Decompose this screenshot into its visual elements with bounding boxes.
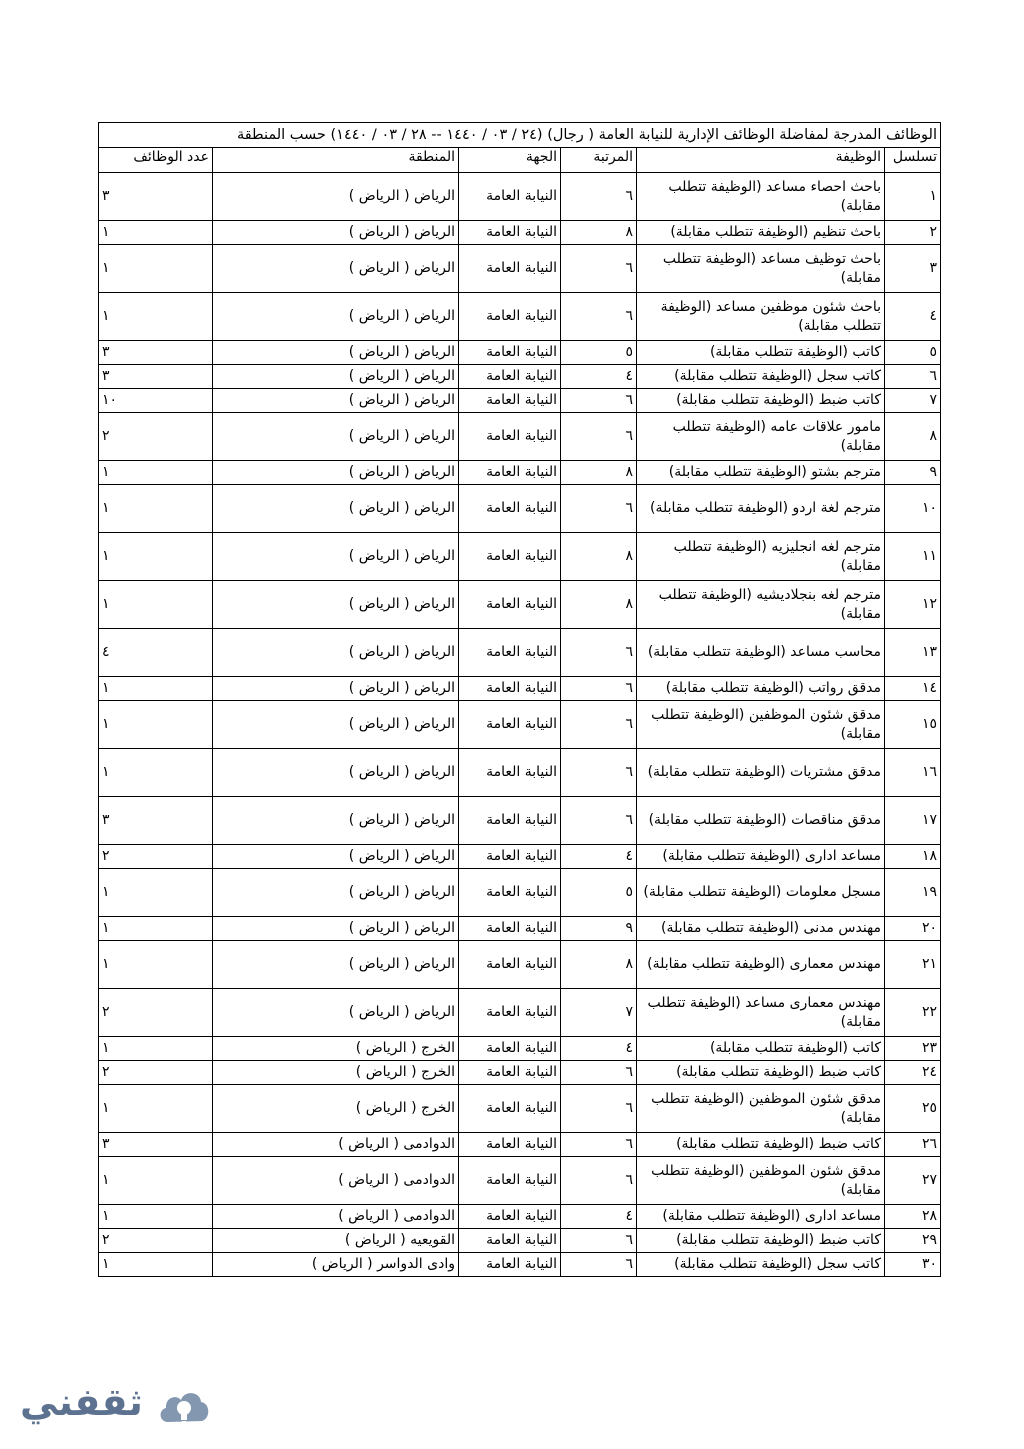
- cell-dept: النيابة العامة: [459, 1133, 561, 1157]
- cell-title: مدقق مناقصات (الوظيفة تتطلب مقابلة): [637, 797, 885, 845]
- cell-title: مدقق مشتريات (الوظيفة تتطلب مقابلة): [637, 749, 885, 797]
- cell-count: ١: [99, 293, 213, 341]
- table-row: [99, 533, 941, 581]
- cell-dept: النيابة العامة: [459, 797, 561, 845]
- cell-seq: ٢٩: [885, 1229, 941, 1253]
- cell-title: مساعد ادارى (الوظيفة تتطلب مقابلة): [637, 1205, 885, 1229]
- cell-title: مترجم بشتو (الوظيفة تتطلب مقابلة): [637, 461, 885, 485]
- cell-grade: ٤: [561, 845, 637, 869]
- cell-count: ١: [99, 677, 213, 701]
- cell-region: الدوادمى ( الرياض ): [213, 1157, 459, 1205]
- cell-region: الرياض ( الرياض ): [213, 701, 459, 749]
- cell-title: مدقق شئون الموظفين (الوظيفة تتطلب مقابلة): [637, 1157, 885, 1205]
- cell-count: ١: [99, 917, 213, 941]
- cell-count: ٣: [99, 1133, 213, 1157]
- cell-count: ٢: [99, 845, 213, 869]
- cell-region: الرياض ( الرياض ): [213, 293, 459, 341]
- cell-count: ١: [99, 701, 213, 749]
- cell-dept: النيابة العامة: [459, 581, 561, 629]
- cell-region: الرياض ( الرياض ): [213, 797, 459, 845]
- cell-region: الرياض ( الرياض ): [213, 677, 459, 701]
- cell-grade: ٦: [561, 701, 637, 749]
- cell-region: الرياض ( الرياض ): [213, 365, 459, 389]
- cell-count: ١: [99, 1253, 213, 1277]
- cell-grade: ٨: [561, 533, 637, 581]
- cell-count: ١: [99, 221, 213, 245]
- table-row: [99, 581, 941, 629]
- cell-region: الرياض ( الرياض ): [213, 749, 459, 797]
- cell-title: باحث توظيف مساعد (الوظيفة تتطلب مقابلة): [637, 245, 885, 293]
- lightbulb-cloud-icon: [156, 1382, 212, 1434]
- cell-region: الرياض ( الرياض ): [213, 413, 459, 461]
- cell-count: ١: [99, 485, 213, 533]
- cell-title: مدقق شئون الموظفين (الوظيفة تتطلب مقابلة): [637, 701, 885, 749]
- cell-seq: ١٢: [885, 581, 941, 629]
- table-row: [99, 245, 941, 293]
- cell-seq: ٥: [885, 341, 941, 365]
- cell-title: باحث احصاء مساعد (الوظيفة تتطلب مقابلة): [637, 173, 885, 221]
- cell-seq: ١١: [885, 533, 941, 581]
- cell-seq: ٢: [885, 221, 941, 245]
- cell-region: الرياض ( الرياض ): [213, 989, 459, 1037]
- table-row: [99, 1061, 941, 1085]
- cell-count: ٢: [99, 1061, 213, 1085]
- cell-region: الخرج ( الرياض ): [213, 1061, 459, 1085]
- cell-dept: النيابة العامة: [459, 1085, 561, 1133]
- document-title: الوظائف المدرجة لمفاضلة الوظائف الإدارية للنيابة العامة ( رجال) (٢٤ / ٠٣ / ١٤٤٠ -- ٢٨ / ٠٣ / ١٤٤٠) حسب المنطقة: [99, 123, 941, 148]
- cell-grade: ٩: [561, 917, 637, 941]
- cell-seq: ٢٦: [885, 1133, 941, 1157]
- cell-dept: النيابة العامة: [459, 869, 561, 917]
- cell-title: كاتب (الوظيفة تتطلب مقابلة): [637, 1037, 885, 1061]
- table-row: [99, 677, 941, 701]
- cell-region: الرياض ( الرياض ): [213, 485, 459, 533]
- cell-count: ٣: [99, 797, 213, 845]
- cell-grade: ٦: [561, 629, 637, 677]
- table-row: [99, 701, 941, 749]
- cell-title: كاتب ضبط (الوظيفة تتطلب مقابلة): [637, 1229, 885, 1253]
- cell-region: الرياض ( الرياض ): [213, 389, 459, 413]
- table-row: [99, 221, 941, 245]
- cell-seq: ٢٣: [885, 1037, 941, 1061]
- cell-dept: النيابة العامة: [459, 1157, 561, 1205]
- cell-title: مهندس معمارى (الوظيفة تتطلب مقابلة): [637, 941, 885, 989]
- cell-seq: ٣: [885, 245, 941, 293]
- cell-dept: النيابة العامة: [459, 1061, 561, 1085]
- cell-count: ٣: [99, 341, 213, 365]
- cell-region: الرياض ( الرياض ): [213, 869, 459, 917]
- cell-dept: النيابة العامة: [459, 365, 561, 389]
- cell-seq: ٢٧: [885, 1157, 941, 1205]
- cell-title: باحث تنظيم (الوظيفة تتطلب مقابلة): [637, 221, 885, 245]
- table-row: [99, 989, 941, 1037]
- cell-title: كاتب (الوظيفة تتطلب مقابلة): [637, 341, 885, 365]
- table-row: [99, 797, 941, 845]
- cell-dept: النيابة العامة: [459, 245, 561, 293]
- cell-seq: ٣٠: [885, 1253, 941, 1277]
- cell-title: كاتب ضبط (الوظيفة تتطلب مقابلة): [637, 1061, 885, 1085]
- cell-grade: ٦: [561, 797, 637, 845]
- cell-grade: ٤: [561, 1205, 637, 1229]
- cell-dept: النيابة العامة: [459, 1205, 561, 1229]
- cell-dept: النيابة العامة: [459, 677, 561, 701]
- cell-grade: ٦: [561, 1061, 637, 1085]
- cell-dept: النيابة العامة: [459, 701, 561, 749]
- cell-dept: النيابة العامة: [459, 749, 561, 797]
- cell-region: الرياض ( الرياض ): [213, 917, 459, 941]
- cell-grade: ٨: [561, 461, 637, 485]
- cell-grade: ٤: [561, 1037, 637, 1061]
- cell-grade: ٤: [561, 365, 637, 389]
- cell-dept: النيابة العامة: [459, 173, 561, 221]
- cell-count: ١٠: [99, 389, 213, 413]
- cell-seq: ١٨: [885, 845, 941, 869]
- table-row: [99, 1133, 941, 1157]
- cell-seq: ٢٤: [885, 1061, 941, 1085]
- cell-region: الرياض ( الرياض ): [213, 341, 459, 365]
- table-row: [99, 293, 941, 341]
- cell-seq: ١٧: [885, 797, 941, 845]
- cell-count: ١: [99, 533, 213, 581]
- table-row: [99, 1085, 941, 1133]
- cell-title: كاتب ضبط (الوظيفة تتطلب مقابلة): [637, 389, 885, 413]
- cell-title: كاتب ضبط (الوظيفة تتطلب مقابلة): [637, 1133, 885, 1157]
- cell-grade: ٨: [561, 581, 637, 629]
- cell-seq: ٧: [885, 389, 941, 413]
- cell-title: مسجل معلومات (الوظيفة تتطلب مقابلة): [637, 869, 885, 917]
- cell-seq: ٨: [885, 413, 941, 461]
- cell-dept: النيابة العامة: [459, 461, 561, 485]
- cell-title: مدقق شئون الموظفين (الوظيفة تتطلب مقابلة): [637, 1085, 885, 1133]
- cell-grade: ٥: [561, 869, 637, 917]
- cell-region: القويعيه ( الرياض ): [213, 1229, 459, 1253]
- cell-seq: ١٦: [885, 749, 941, 797]
- cell-grade: ٦: [561, 1133, 637, 1157]
- cell-grade: ٥: [561, 341, 637, 365]
- table-row: [99, 461, 941, 485]
- cell-region: الرياض ( الرياض ): [213, 221, 459, 245]
- header-title: الوظيفة: [637, 148, 885, 173]
- cell-dept: النيابة العامة: [459, 413, 561, 461]
- cell-seq: ٢٨: [885, 1205, 941, 1229]
- table-row: [99, 1037, 941, 1061]
- cell-seq: ١٣: [885, 629, 941, 677]
- cell-count: ١: [99, 245, 213, 293]
- cell-region: الرياض ( الرياض ): [213, 941, 459, 989]
- table-row: [99, 749, 941, 797]
- header-dept: الجهة: [459, 148, 561, 173]
- cell-count: ٢: [99, 1229, 213, 1253]
- table-row: [99, 1157, 941, 1205]
- cell-title: محاسب مساعد (الوظيفة تتطلب مقابلة): [637, 629, 885, 677]
- cell-dept: النيابة العامة: [459, 293, 561, 341]
- cell-count: ١: [99, 1085, 213, 1133]
- cell-count: ١: [99, 461, 213, 485]
- cell-count: ١: [99, 581, 213, 629]
- cell-count: ٤: [99, 629, 213, 677]
- cell-dept: النيابة العامة: [459, 989, 561, 1037]
- header-grade: المرتبة: [561, 148, 637, 173]
- cell-dept: النيابة العامة: [459, 845, 561, 869]
- table-row: [99, 341, 941, 365]
- cell-grade: ٧: [561, 989, 637, 1037]
- cell-region: الرياض ( الرياض ): [213, 845, 459, 869]
- cell-grade: ٦: [561, 173, 637, 221]
- cell-grade: ٦: [561, 749, 637, 797]
- cell-title: مترجم لغه انجليزيه (الوظيفة تتطلب مقابلة): [637, 533, 885, 581]
- cell-seq: ١٤: [885, 677, 941, 701]
- cell-dept: النيابة العامة: [459, 341, 561, 365]
- cell-dept: النيابة العامة: [459, 941, 561, 989]
- cell-region: الرياض ( الرياض ): [213, 173, 459, 221]
- cell-count: ١: [99, 941, 213, 989]
- cell-seq: ٢٢: [885, 989, 941, 1037]
- cell-count: ٢: [99, 989, 213, 1037]
- cell-seq: ٢١: [885, 941, 941, 989]
- cell-grade: ٦: [561, 485, 637, 533]
- cell-seq: ١: [885, 173, 941, 221]
- header-seq: تسلسل: [885, 148, 941, 173]
- cell-seq: ٢٥: [885, 1085, 941, 1133]
- table-row: [99, 485, 941, 533]
- cell-dept: النيابة العامة: [459, 629, 561, 677]
- cell-title: مترجم لغه بنجلاديشيه (الوظيفة تتطلب مقابلة): [637, 581, 885, 629]
- cell-region: الدوادمى ( الرياض ): [213, 1205, 459, 1229]
- cell-region: الرياض ( الرياض ): [213, 629, 459, 677]
- cell-region: الخرج ( الرياض ): [213, 1085, 459, 1133]
- cell-title: باحث شئون موظفين مساعد (الوظيفة تتطلب مقابلة): [637, 293, 885, 341]
- cell-title: مدقق رواتب (الوظيفة تتطلب مقابلة): [637, 677, 885, 701]
- table-row: [99, 173, 941, 221]
- cell-grade: ٦: [561, 1157, 637, 1205]
- cell-title: مهندس مدنى (الوظيفة تتطلب مقابلة): [637, 917, 885, 941]
- cell-dept: النيابة العامة: [459, 1253, 561, 1277]
- cell-grade: ٦: [561, 1253, 637, 1277]
- cell-seq: ٩: [885, 461, 941, 485]
- cell-seq: ١٩: [885, 869, 941, 917]
- table-row: [99, 941, 941, 989]
- cell-count: ١: [99, 1157, 213, 1205]
- cell-title: مهندس معمارى مساعد (الوظيفة تتطلب مقابلة): [637, 989, 885, 1037]
- cell-seq: ١٥: [885, 701, 941, 749]
- cell-grade: ٦: [561, 413, 637, 461]
- cell-region: الخرج ( الرياض ): [213, 1037, 459, 1061]
- cell-seq: ٦: [885, 365, 941, 389]
- cell-count: ٢: [99, 413, 213, 461]
- cell-dept: النيابة العامة: [459, 533, 561, 581]
- table-row: [99, 629, 941, 677]
- cell-count: ١: [99, 869, 213, 917]
- cell-title: كاتب سجل (الوظيفة تتطلب مقابلة): [637, 365, 885, 389]
- cell-dept: النيابة العامة: [459, 389, 561, 413]
- cell-dept: النيابة العامة: [459, 1037, 561, 1061]
- cell-grade: ٨: [561, 221, 637, 245]
- header-region: المنطقة: [213, 148, 459, 173]
- table-row: [99, 917, 941, 941]
- cell-dept: النيابة العامة: [459, 1229, 561, 1253]
- table-row: [99, 365, 941, 389]
- table-row: [99, 1205, 941, 1229]
- cell-seq: ١٠: [885, 485, 941, 533]
- cell-grade: ٦: [561, 245, 637, 293]
- cell-count: ٣: [99, 173, 213, 221]
- cell-grade: ٦: [561, 389, 637, 413]
- cell-title: مساعد ادارى (الوظيفة تتطلب مقابلة): [637, 845, 885, 869]
- table-row: [99, 869, 941, 917]
- cell-dept: النيابة العامة: [459, 485, 561, 533]
- header-count: عدد الوظائف: [99, 148, 213, 173]
- cell-grade: ٦: [561, 1229, 637, 1253]
- site-watermark: [20, 1378, 210, 1438]
- cell-count: ١: [99, 1037, 213, 1061]
- cell-region: الدوادمى ( الرياض ): [213, 1133, 459, 1157]
- cell-grade: ٦: [561, 677, 637, 701]
- cell-grade: ٨: [561, 941, 637, 989]
- cell-count: ١: [99, 1205, 213, 1229]
- table-row: [99, 845, 941, 869]
- cell-seq: ٤: [885, 293, 941, 341]
- cell-title: كاتب سجل (الوظيفة تتطلب مقابلة): [637, 1253, 885, 1277]
- cell-count: ١: [99, 749, 213, 797]
- table-row: [99, 413, 941, 461]
- watermark-text: ثقفني: [20, 1380, 143, 1424]
- cell-dept: النيابة العامة: [459, 917, 561, 941]
- table-row: [99, 389, 941, 413]
- cell-count: ٣: [99, 365, 213, 389]
- cell-region: وادى الدواسر ( الرياض ): [213, 1253, 459, 1277]
- cell-title: مامور علاقات عامه (الوظيفة تتطلب مقابلة): [637, 413, 885, 461]
- cell-grade: ٦: [561, 293, 637, 341]
- cell-title: مترجم لغة اردو (الوظيفة تتطلب مقابلة): [637, 485, 885, 533]
- cell-seq: ٢٠: [885, 917, 941, 941]
- cell-grade: ٦: [561, 1085, 637, 1133]
- cell-region: الرياض ( الرياض ): [213, 581, 459, 629]
- cell-region: الرياض ( الرياض ): [213, 245, 459, 293]
- cell-region: الرياض ( الرياض ): [213, 461, 459, 485]
- table-row: [99, 1253, 941, 1277]
- cell-dept: النيابة العامة: [459, 221, 561, 245]
- header-row: [99, 148, 941, 173]
- table-row: [99, 1229, 941, 1253]
- jobs-table: [98, 122, 941, 1277]
- cell-region: الرياض ( الرياض ): [213, 533, 459, 581]
